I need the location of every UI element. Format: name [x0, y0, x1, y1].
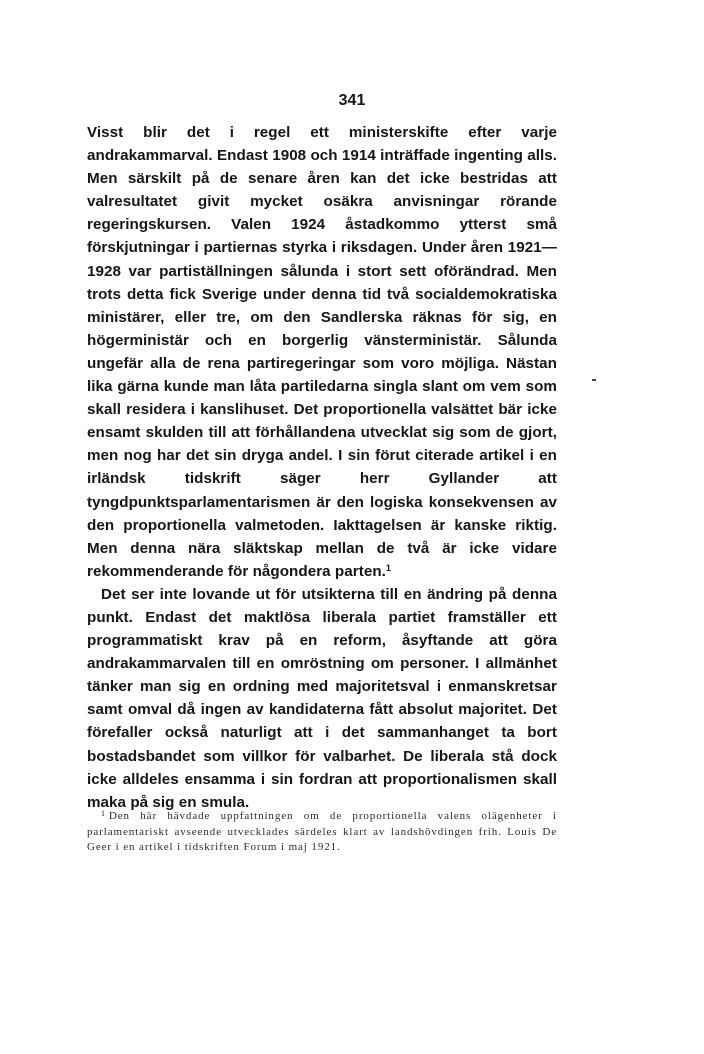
margin-mark [592, 379, 596, 381]
paragraph-1-text: Visst blir det i regel ett ministerskifte efter varje andrakammarval. Endast 1908 och 1914 inträffade ingenting alls. Men särskilt på de senare åren kan det icke bestridas att valresultatet givit mycket osäkra anvisningar rörande regeringskursen. Valen 1924 åstadkommo ytterst små förskjutningar i partiernas styrka i riksdagen. Under åren 1921—1928 var partiställningen sålunda i stort sett oförändrad. Men trots detta fick Sverige under denna tid två socialdemokratiska ministärer, eller tre, om den Sandlerska räknas för sig, en högerministär och en borgerlig vänsterministär. Sålunda ungefär alla de rena partiregeringar som voro möjliga. Nästan lika gärna kunde man låta partiledarna singla slant om vem som skall residera i kanslihuset. Det proportionella valsättet bär icke ensamt skulden till att förhållandena utvecklat sig som de gjort, men nog har det sin dryga andel. I sin förut citerade artikel i en irländsk tidskrift säger herr Gyllander att tyngdpunktsparlamentarismen är den logiska konsekvensen av den proportionella valmetoden. Iakttagelsen är kanske riktig. Men denna nära släktskap mellan de två är icke vidare rekommenderande för någondera parten. [87, 124, 557, 580]
footnote-marker: 1 [101, 809, 106, 818]
footnote-text: Den här hävdade uppfattningen om de proportionella valens olägenheter i parlamentariskt avseende utvecklades särdeles klart av landshövdingen frih. Louis De Geer i en artikel i tidskriften Forum i maj 1921. [87, 810, 557, 853]
footnote [87, 809, 557, 856]
paragraph-1 [87, 121, 557, 583]
page-number: 341 [338, 92, 366, 109]
body-text [87, 121, 557, 814]
footnote-reference: 1 [385, 562, 391, 573]
paragraph-2 [87, 583, 557, 814]
paragraph-2-text: Det ser inte lovande ut för utsikterna till en ändring på denna punkt. Endast det maktlösa liberala partiet framställer ett programmatiskt krav på en reform, åsyftande att göra andrakammarvalen till en omröstning om personer. I allmänhet tänker man sig en ordning med majoritetsval i enmanskretsar samt omval då ingen av kandidaterna fått absolut majoritet. Det förefaller också naturligt att i det sammanhanget ta bort bostadsbandet som villkor för valbarhet. De liberala stå dock icke alldeles ensamma i sin fordran att proportionalismen skall maka på sig en smula. [87, 585, 557, 811]
